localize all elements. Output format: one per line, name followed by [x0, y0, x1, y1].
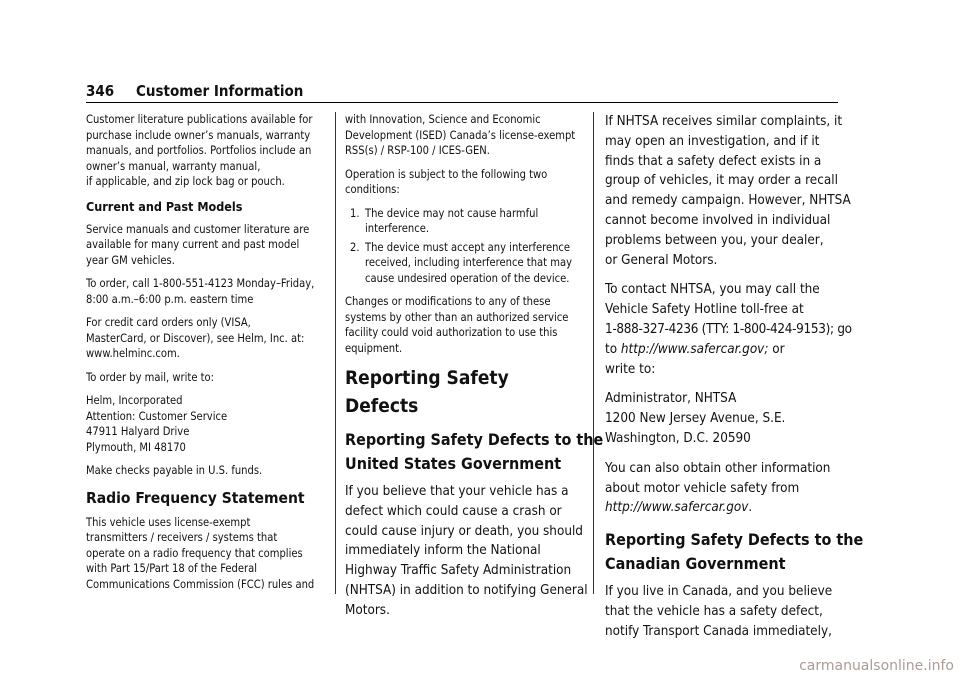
column-divider [593, 112, 594, 594]
phone-order-paragraph: To order, call 1-800-551-4123 Monday–Friday, 8:00 a.m.–6:00 p.m. eastern time [86, 277, 315, 306]
ised-paragraph: with Innovation, Science and Economic Development (ISED) Canada’s license-exempt RSS(s) / RSP-100 / ICES-GEN. [345, 113, 576, 157]
safercar-link[interactable]: http://www.safercar.gov; [620, 341, 769, 357]
canada-paragraph: If you live in Canada, and you believe that the vehicle has a safety defect, notify Transport Canada immediately, [605, 584, 833, 639]
mail-order-paragraph: To order by mail, write to: [86, 370, 215, 384]
watermark: carmanualsonline.info [799, 658, 954, 674]
contact-nhtsa-paragraph: To contact NHTSA, you may call the Vehicle Safety Hotline toll-free at 1-888-327-4236 (TTY: 1-800-424-9153); go to http://www.safercar.gov; or write to: [605, 282, 852, 377]
heading-us-government: Reporting Safety Defects to the United States Government [345, 430, 604, 473]
column-divider [335, 112, 336, 594]
list-item: 2. The device must accept any interference received, including interference that may cause undesired operation of the device. [350, 240, 572, 285]
checks-paragraph: Make checks payable in U.S. funds. [86, 464, 263, 477]
nhtsa-complaints-paragraph: If NHTSA receives similar complaints, it may open an investigation, and if it finds that a safety defect exists in a group of vehicles, it may order a recall and remedy campaign. However, NHTSA cannot become involved in individual problems between you, your dealer, or General Motors. [605, 114, 851, 268]
conditions-list [345, 206, 581, 287]
conditions-paragraph: Operation is subject to the following two conditions: [345, 167, 548, 196]
heading-current-past-models: Current and Past Models [86, 198, 243, 214]
page-number: 346 [86, 82, 115, 100]
list-item: 1. The device may not cause harmful interference. [350, 206, 539, 235]
safercar-link[interactable]: http://www.safercar.gov [605, 500, 749, 516]
credit-card-paragraph: For credit card orders only (VISA, MasterCard, or Discover), see Helm, Inc. at: www.helminc.com. [86, 316, 305, 360]
column-2 [345, 112, 604, 629]
page-header [86, 82, 836, 104]
section-title: Customer Information [136, 82, 304, 100]
radio-paragraph: This vehicle uses license-exempt transmitters / receivers / systems that operate on a radio frequency that complies with Part 15/Part 18 of the Federal Communications Commission (FCC) rules and [86, 515, 315, 591]
heading-reporting-safety-defects: Reporting Safety Defects [345, 367, 509, 417]
column-1 [86, 112, 328, 600]
header-rule [86, 102, 838, 103]
nhtsa-address: Administrator, NHTSA 1200 New Jersey Avenue, S.E. Washington, D.C. 20590 [605, 391, 786, 446]
heading-radio-frequency: Radio Frequency Statement [86, 488, 305, 507]
service-manuals-paragraph: Service manuals and customer literature are available for many current and past model year GM vehicles. [86, 222, 310, 267]
heading-canadian-government: Reporting Safety Defects to the Canadian Government [605, 530, 864, 574]
more-info-paragraph: You can also obtain other information about motor vehicle safety from http://www.safercar.gov. [605, 460, 831, 516]
modifications-paragraph: Changes or modifications to any of these systems by other than an authorized service facility could void authorization to use this equipment. [345, 295, 569, 355]
column-3 [605, 112, 864, 652]
helm-address: Helm, Incorporated Attention: Customer Service 47911 Halyard Drive Plymouth, MI 48170 [86, 394, 228, 454]
inform-nhtsa-paragraph: If you believe that your vehicle has a defect which could cause a crash or could cause injury or death, you should immediately inform the National Highway Traffic Safety Administration (NHTSA) in addition to notifying General Motors. [345, 484, 588, 618]
literature-paragraph: Customer literature publications available for purchase include owner’s manuals, warranty manuals, and portfolios. Portfolios include an owner’s manual, warranty manual, if applicable, and zip lock bag or pouch. [86, 113, 313, 188]
